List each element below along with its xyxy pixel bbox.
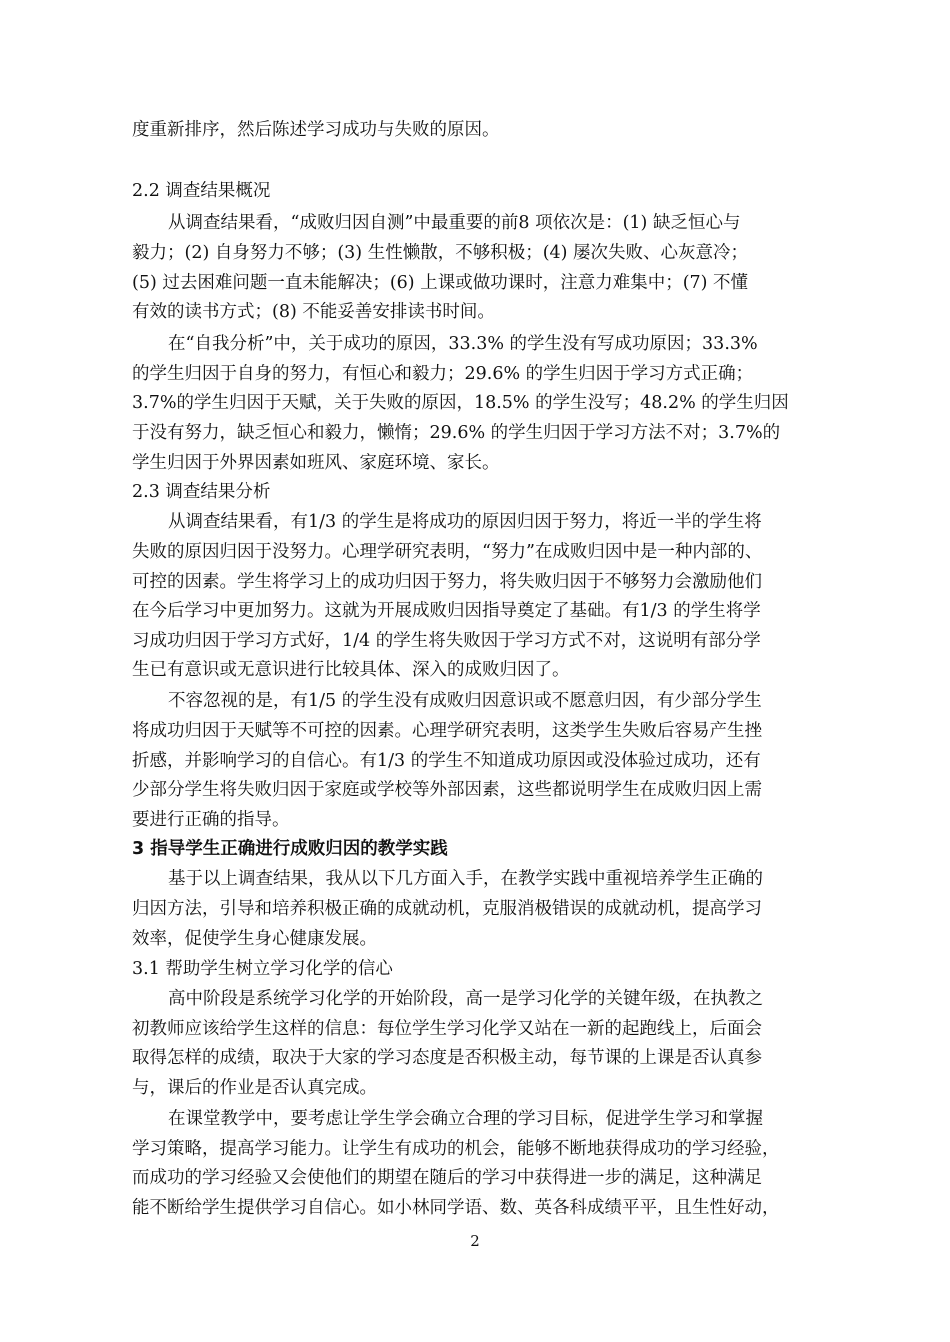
text-line: 基于以上调查结果，我从以下几方面入手，在教学实践中重视培养学生正确的 bbox=[168, 869, 763, 889]
text-line: 在“自我分析”中，关于成功的原因，33.3% 的学生没有写成功原因；33.3% bbox=[168, 334, 758, 354]
text-line: 从调查结果看，“成败归因自测”中最重要的前8 项依次是：(1) 缺乏恒心与 bbox=[168, 213, 741, 233]
text-line: 习成功归因于学习方式好，1/4 的学生将失败因于学习方式不对，这说明有部分学 bbox=[132, 631, 761, 651]
text-line: 学生归因于外界因素如班风、家庭环境、家长。 bbox=[132, 453, 500, 473]
section-heading-2-2: 2.2 调查结果概况 bbox=[132, 181, 271, 201]
text-line: 失败的原因归因于没努力。心理学研究表明，“努力”在成败归因中是一种内部的、 bbox=[132, 542, 763, 562]
text-line: 高中阶段是系统学习化学的开始阶段，高一是学习化学的关键年级，在执教之 bbox=[168, 989, 763, 1009]
text-line: 度重新排序，然后陈述学习成功与失败的原因。 bbox=[132, 120, 500, 140]
text-line: 3.7%的学生归因于天赋，关于失败的原因，18.5% 的学生没写；48.2% 的学生归因 bbox=[132, 393, 789, 413]
text-line: 从调查结果看，有1/3 的学生是将成功的原因归因于努力，将近一半的学生将 bbox=[168, 512, 762, 532]
text-line: (5) 过去困难问题一直未能解决；(6) 上课或做功课时，注意力难集中；(7) 不懂 bbox=[132, 273, 749, 293]
text-line: 与，课后的作业是否认真完成。 bbox=[132, 1078, 377, 1098]
text-line: 学习策略，提高学习能力。让学生有成功的机会，能够不断地获得成功的学习经验， bbox=[132, 1139, 780, 1159]
text-line: 将成功归因于天赋等不可控的因素。心理学研究表明，这类学生失败后容易产生挫 bbox=[132, 721, 762, 741]
text-line: 要进行正确的指导。 bbox=[132, 810, 290, 830]
section-heading-3-1: 3.1 帮助学生树立学习化学的信心 bbox=[132, 959, 393, 979]
text-line: 不容忽视的是，有1/5 的学生没有成败归因意识或不愿意归因，有少部分学生 bbox=[168, 691, 762, 711]
text-line: 有效的读书方式；(8) 不能妥善安排读书时间。 bbox=[132, 302, 495, 322]
text-line: 在课堂教学中，要考虑让学生学会确立合理的学习目标，促进学生学习和掌握 bbox=[168, 1109, 763, 1129]
text-line: 归因方法，引导和培养积极正确的成就动机，克服消极错误的成就动机，提高学习 bbox=[132, 899, 762, 919]
text-line: 效率，促使学生身心健康发展。 bbox=[132, 929, 377, 949]
text-line: 取得怎样的成绩，取决于大家的学习态度是否积极主动，每节课的上课是否认真参 bbox=[132, 1048, 762, 1068]
text-line: 毅力；(2) 自身努力不够；(3) 生性懒散，不够积极；(4) 屡次失败、心灰意冷； bbox=[132, 243, 749, 263]
text-line: 少部分学生将失败归因于家庭或学校等外部因素，这些都说明学生在成败归因上需 bbox=[132, 780, 762, 800]
text-line: 生已有意识或无意识进行比较具体、深入的成败归因了。 bbox=[132, 660, 570, 680]
text-line: 可控的因素。学生将学习上的成功归因于努力，将失败归因于不够努力会激励他们 bbox=[132, 572, 762, 592]
text-line: 的学生归因于自身的努力，有恒心和毅力；29.6% 的学生归因于学习方式正确； bbox=[132, 364, 754, 384]
section-heading-3: 3 指导学生正确进行成败归因的教学实践 bbox=[132, 839, 448, 859]
section-heading-2-3: 2.3 调查结果分析 bbox=[132, 482, 271, 502]
text-line: 能不断给学生提供学习自信心。如小林同学语、数、英各科成绩平平，且生性好动， bbox=[132, 1198, 780, 1218]
text-line: 折感，并影响学习的自信心。有1/3 的学生不知道成功原因或没体验过成功，还有 bbox=[132, 751, 761, 771]
page-number: 2 bbox=[470, 1232, 480, 1250]
text-line: 于没有努力，缺乏恒心和毅力，懒惰；29.6% 的学生归因于学习方法不对；3.7%的 bbox=[132, 423, 781, 443]
text-line: 初教师应该给学生这样的信息：每位学生学习化学又站在一新的起跑线上，后面会 bbox=[132, 1019, 762, 1039]
text-line: 在今后学习中更加努力。这就为开展成败归因指导奠定了基础。有1/3 的学生将学 bbox=[132, 601, 761, 621]
text-line: 而成功的学习经验又会使他们的期望在随后的学习中获得进一步的满足，这种满足 bbox=[132, 1168, 762, 1188]
